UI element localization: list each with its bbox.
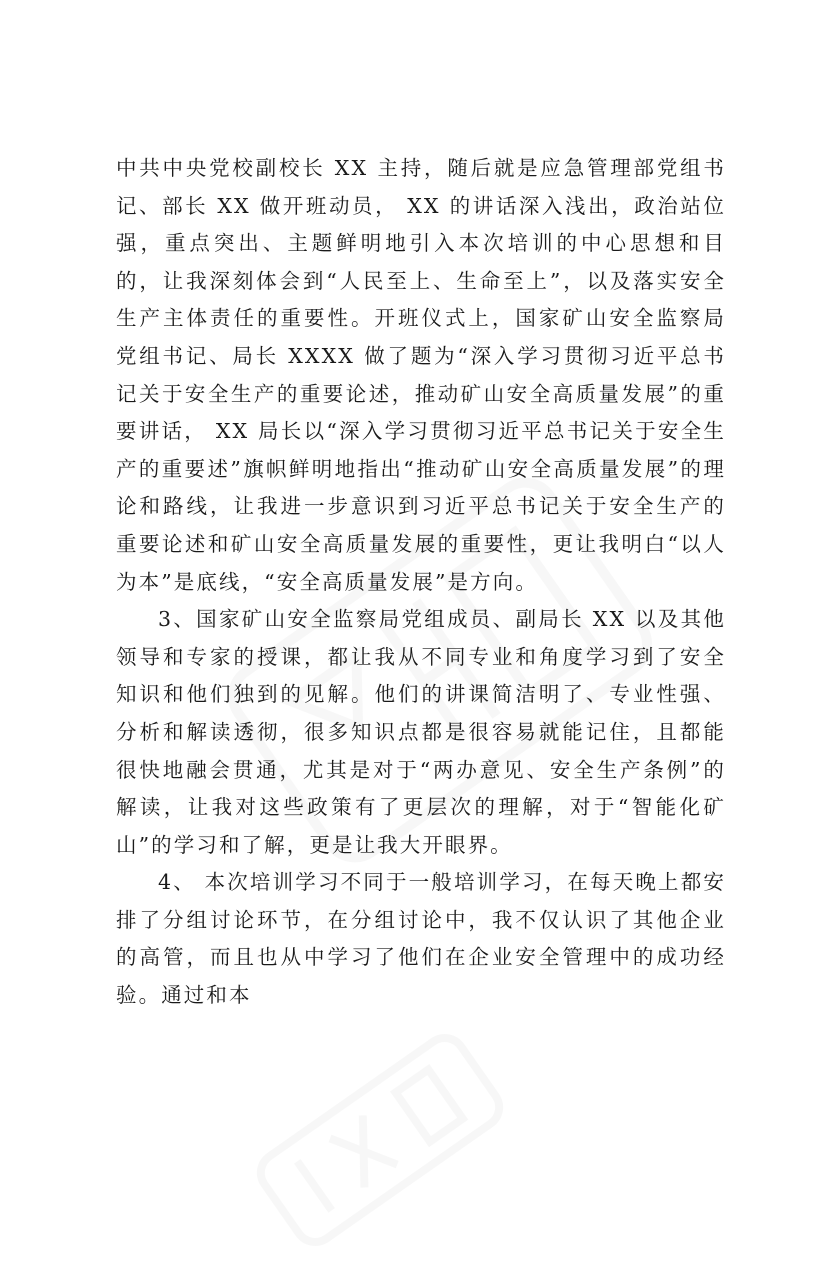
watermark-logo-lower bbox=[239, 1016, 521, 1263]
document-body bbox=[116, 150, 726, 1015]
paragraph-1: 中共中央党校副校长 XX 主持，随后就是应急管理部党组书记、部长 XX 做开班动员， XX 的讲话深入浅出，政治站位强，重点突出、主题鲜明地引入本次培训的中心思想和目的，让我深刻体会到“人民至上、生命至上”，以及落实安全生产主体责任的重要性。开班仪式上，国家矿山安全监察局党组书记、局长 XXXX 做了题为“深入学习贯彻习近平总书记关于安全生产的重要论述，推动矿山安全高质量发展”的重要讲话， XX 局长以“深入学习贯彻习近平总书记关于安全生产的重要述”旗帜鲜明地指出“推动矿山安全高质量发展”的理论和路线，让我进一步意识到习近平总书记关于安全生产的重要论述和矿山安全高质量发展的重要性，更让我明白“以人为本”是底线，“安全高质量发展”是方向。 bbox=[116, 156, 726, 594]
paragraph-3: 4、 本次培训学习不同于一般培训学习，在每天晚上都安排了分组讨论环节，在分组讨论中，我不仅认识了其他企业的高管，而且也从中学习了他们在企业安全管理中的成功经验。通过和本 bbox=[116, 870, 726, 1008]
paragraph-2: 3、国家矿山安全监察局党组成员、副局长 XX 以及其他领导和专家的授课，都让我从不同专业和角度学习到了安全知识和他们独到的见解。他们的讲课简洁明了、专业性强、分析和解读透彻，很多知识点都是很容易就能记住，且都能很快地融会贯通，尤其是对于“两办意见、安全生产条例”的解读，让我对这些政策有了更层次的理解，对于“智能化矿山”的学习和了解，更是让我大开眼界。 bbox=[116, 607, 726, 857]
